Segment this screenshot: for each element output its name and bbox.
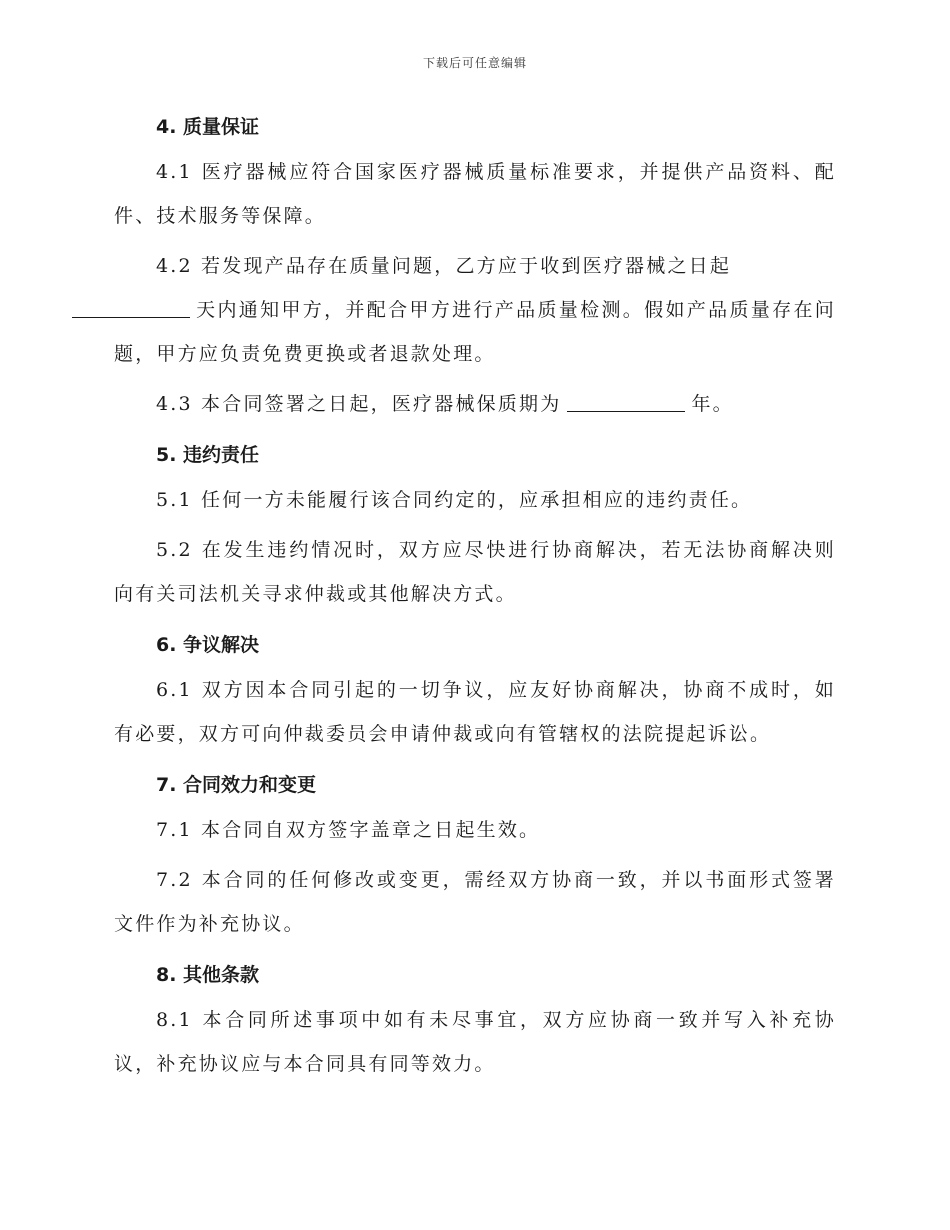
section-heading-validity: 7. 合同效力和变更 bbox=[156, 774, 317, 796]
clause-7-2: 7.2 本合同的任何修改或变更，需经双方协商一致，并以书面形式签署文件作为补充协议。 bbox=[114, 869, 836, 935]
clause-6-1: 6.1 双方因本合同引起的一切争议，应友好协商解决，协商不成时，如有必要，双方可向仲裁委员会申请仲裁或向有管辖权的法院提起诉讼。 bbox=[114, 679, 836, 745]
section-heading-other: 8. 其他条款 bbox=[156, 964, 260, 986]
section-heading-breach: 5. 违约责任 bbox=[156, 444, 260, 466]
fill-blank-days bbox=[72, 297, 190, 318]
page-header-note: 下载后可任意编辑 bbox=[422, 56, 527, 70]
clause-8-1: 8.1 本合同所述事项中如有未尽事宜，双方应协商一致并写入补充协议，补充协议应与本合同具有同等效力。 bbox=[114, 1009, 836, 1075]
clause-4-1: 4.1 医疗器械应符合国家医疗器械质量标准要求，并提供产品资料、配件、技术服务等保障。 bbox=[114, 161, 836, 227]
clause-5-1: 5.1 任何一方未能履行该合同约定的，应承担相应的违约责任。 bbox=[156, 489, 753, 511]
clause-4-3-text-a: 4.3 本合同签署之日起，医疗器械保质期为 bbox=[156, 393, 562, 415]
clause-7-1: 7.1 本合同自双方签字盖章之日起生效。 bbox=[156, 819, 541, 841]
clause-4-2 bbox=[114, 244, 836, 376]
section-heading-dispute: 6. 争议解决 bbox=[156, 634, 260, 656]
clause-4-3 bbox=[114, 382, 836, 426]
clause-4-3-text-b: 年。 bbox=[691, 393, 734, 415]
document-body bbox=[114, 110, 836, 1086]
clause-5-2: 5.2 在发生违约情况时，双方应尽快进行协商解决，若无法协商解决则向有关司法机关寻求仲裁或其他解决方式。 bbox=[114, 539, 836, 605]
clause-4-2-text-a: 4.2 若发现产品存在质量问题，乙方应于收到医疗器械之日起 bbox=[156, 255, 732, 277]
fill-blank-warranty-years bbox=[567, 391, 685, 412]
clause-4-2-text-b: 天内通知甲方，并配合甲方进行产品质量检测。假如产品质量存在问题，甲方应负责免费更换或者退款处理。 bbox=[114, 299, 836, 365]
section-heading-quality: 4. 质量保证 bbox=[156, 116, 260, 138]
